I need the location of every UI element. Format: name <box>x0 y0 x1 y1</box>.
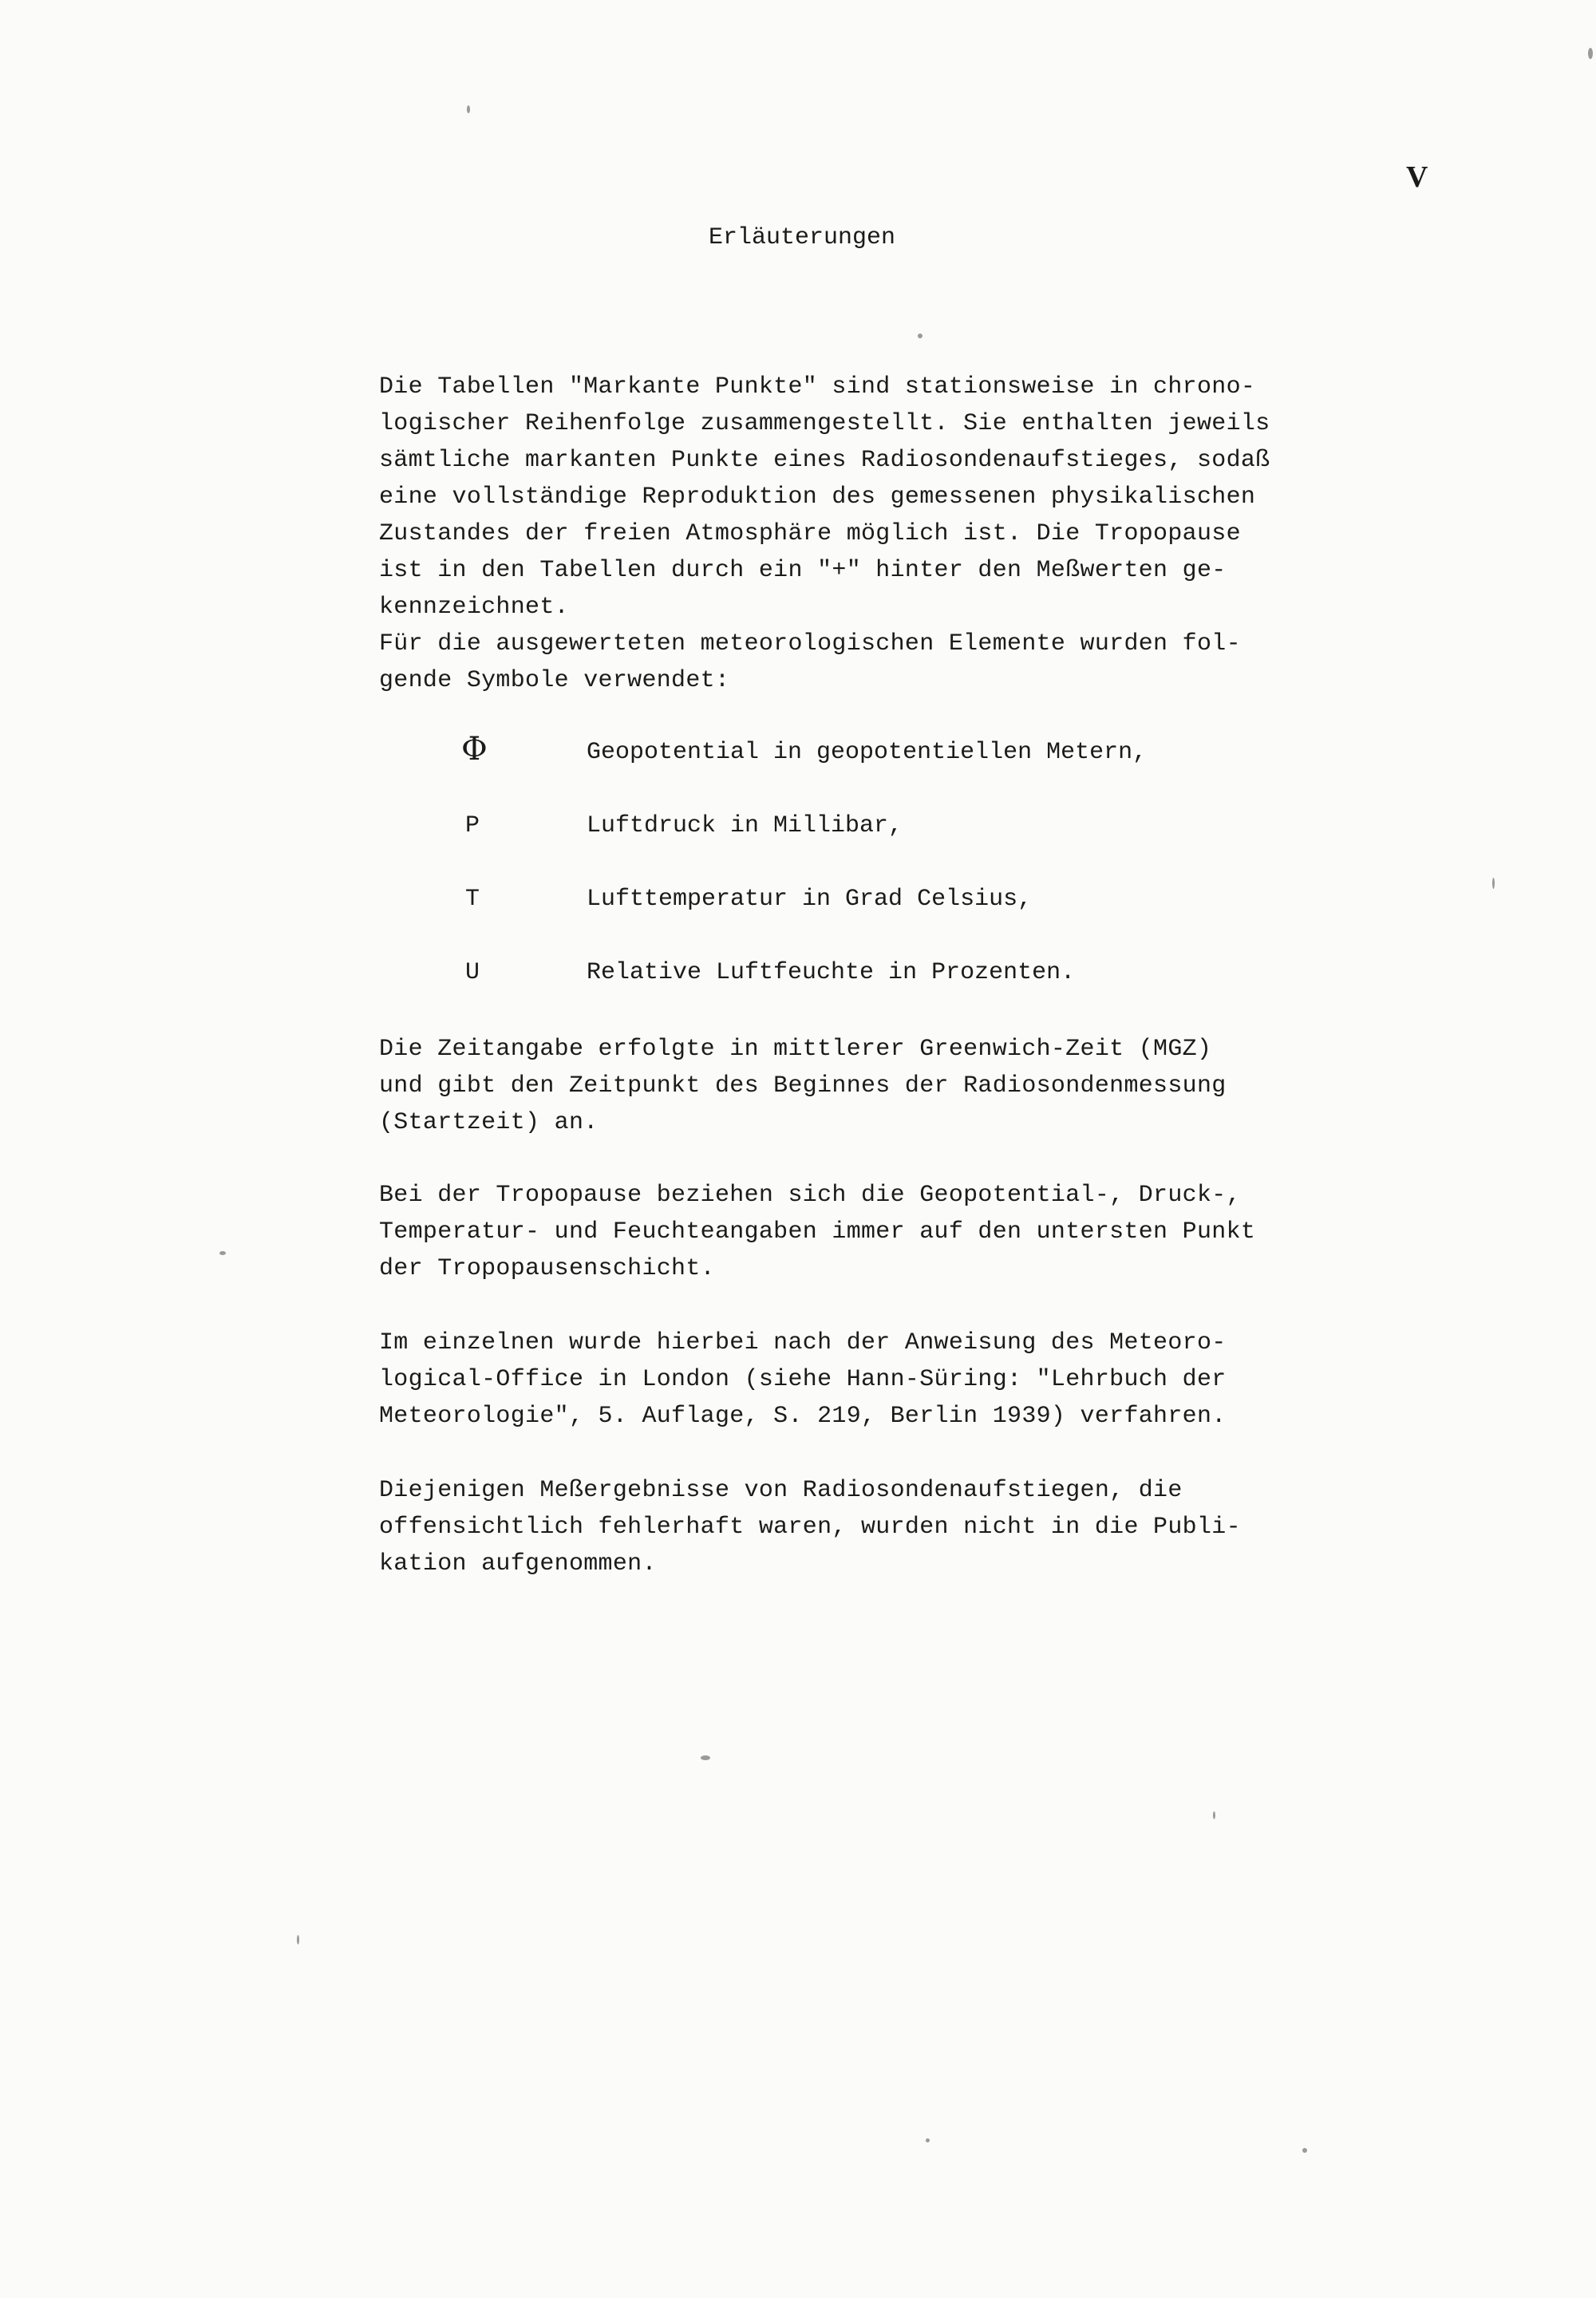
paper-speck <box>1213 1811 1215 1819</box>
text-line: eine vollständige Reproduktion des gemessenen physikalischen <box>379 484 1256 511</box>
text-line: (Startzeit) an. <box>379 1109 598 1136</box>
symbol-description: Luftdruck in Millibar, <box>587 812 903 839</box>
text-line: Im einzelnen wurde hierbei nach der Anweisung des Meteoro- <box>379 1329 1227 1356</box>
paper-speck <box>918 334 922 338</box>
paper-speck <box>467 105 470 113</box>
text-line: Die Zeitangabe erfolgte in mittlerer Greenwich-Zeit (MGZ) <box>379 1036 1212 1063</box>
method-paragraph <box>379 1325 1305 1435</box>
phi-symbol: Φ <box>461 731 488 768</box>
tropopause-paragraph <box>379 1177 1305 1287</box>
text-line: Bei der Tropopause beziehen sich die Geopotential-, Druck-, <box>379 1182 1241 1209</box>
paper-speck <box>926 2138 930 2142</box>
time-paragraph <box>379 1031 1305 1141</box>
symbol-description: Geopotential in geopotentiellen Metern, <box>587 739 1148 766</box>
text-line: offensichtlich fehlerhaft waren, wurden nicht in die Publi- <box>379 1514 1241 1541</box>
text-line: und gibt den Zeitpunkt des Beginnes der Radiosondenmessung <box>379 1072 1227 1100</box>
paper-speck <box>219 1251 226 1255</box>
intro-paragraph <box>379 369 1305 699</box>
page-number: V <box>1406 160 1428 194</box>
text-line: Für die ausgewerteten meteorologischen Elemente wurden fol- <box>379 630 1241 657</box>
paper-speck <box>1588 48 1593 59</box>
page-title: Erläuterungen <box>708 224 896 251</box>
symbol-row-temperature <box>0 881 1596 918</box>
paper-speck <box>701 1755 710 1760</box>
text-line: sämtliche markanten Punkte eines Radiosondenaufstieges, sodaß <box>379 447 1270 474</box>
symbol-letter: P <box>465 812 480 839</box>
symbol-letter: T <box>465 886 480 913</box>
text-line: kation aufgenommen. <box>379 1550 657 1577</box>
text-line: Die Tabellen "Markante Punkte" sind stationsweise in chrono- <box>379 373 1256 401</box>
text-line: Meteorologie", 5. Auflage, S. 219, Berlin 1939) verfahren. <box>379 1403 1227 1430</box>
excluded-paragraph <box>379 1472 1305 1582</box>
paper-speck <box>1492 878 1495 889</box>
symbol-row-humidity <box>0 954 1596 991</box>
text-line: Zustandes der freien Atmosphäre möglich ist. Die Tropopause <box>379 520 1241 547</box>
symbol-description: Lufttemperatur in Grad Celsius, <box>587 886 1033 913</box>
paper-speck <box>297 1935 299 1945</box>
paper-speck <box>1302 2148 1307 2153</box>
text-line: kennzeichnet. <box>379 594 569 621</box>
text-line: Diejenigen Meßergebnisse von Radiosondenaufstiegen, die <box>379 1477 1183 1504</box>
text-line: ist in den Tabellen durch ein "+" hinter den Meßwerten ge- <box>379 557 1227 584</box>
text-line: Temperatur- und Feuchteangaben immer auf den untersten Punkt <box>379 1218 1256 1246</box>
text-line: logical-Office in London (siehe Hann-Süring: "Lehrbuch der <box>379 1366 1227 1393</box>
symbol-description: Relative Luftfeuchte in Prozenten. <box>587 959 1076 986</box>
symbol-letter: U <box>465 959 480 986</box>
text-line: gende Symbole verwendet: <box>379 667 730 694</box>
symbol-row-geopotential <box>0 731 1596 771</box>
text-line: logischer Reihenfolge zusammengestellt. Sie enthalten jeweils <box>379 410 1270 437</box>
text-line: der Tropopausenschicht. <box>379 1255 715 1282</box>
symbol-row-pressure <box>0 807 1596 844</box>
